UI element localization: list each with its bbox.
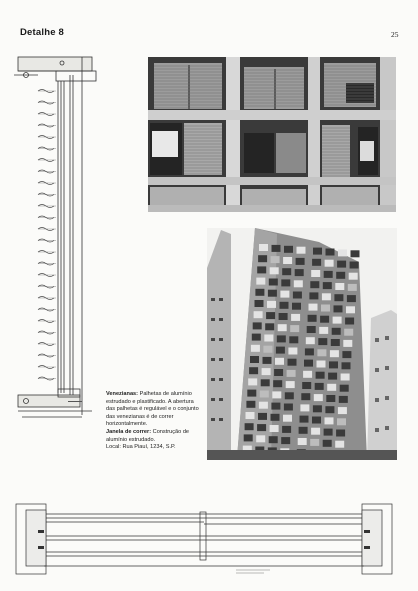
venezianas-label: Venezianas:	[106, 391, 139, 397]
horizontal-section-drawing	[14, 500, 394, 578]
page-title: Detalhe 8	[20, 27, 65, 38]
janela-label: Janela de correr:	[106, 428, 152, 435]
janela-text: Construção de alumínio estrudado.	[106, 428, 190, 443]
building-exterior-photo	[207, 228, 397, 460]
photo-caption	[106, 391, 204, 452]
page-number: 25	[391, 30, 399, 39]
facade-detail-photo	[148, 57, 396, 212]
local-text: Local: Rua Piauí, 1234, S.P.	[106, 444, 176, 451]
vertical-section-drawing	[12, 55, 104, 435]
venezianas-text: Palhetas de alumínio estrudado e plastificado. A abertura das palhetas é regulável e o conjunto das venezianas é de correr horizontalmente.	[106, 391, 199, 428]
